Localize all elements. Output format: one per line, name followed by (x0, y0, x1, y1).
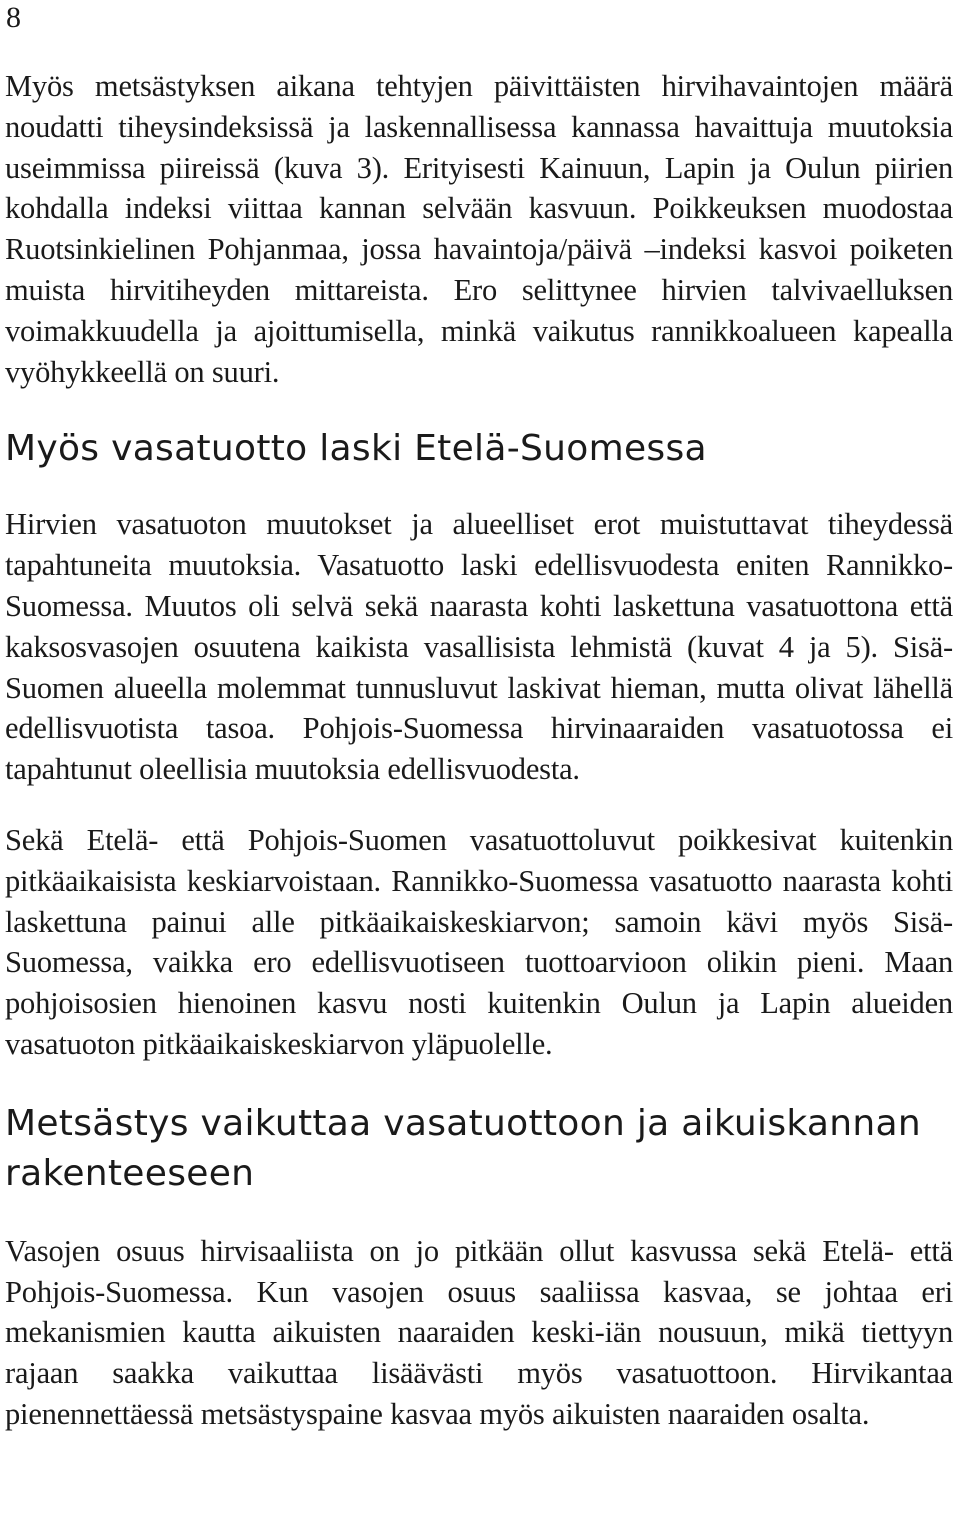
section-heading-hunting-effects: Metsästys vaikuttaa vasatuottoon ja aikuiskannan rakenteeseen (5, 1102, 921, 1194)
page-number: 8 (6, 1, 21, 34)
paragraph-sighting-index: Myös metsästyksen aikana tehtyjen päivittäisten hirvihavaintojen määrä noudatti tiheysindeksissä ja laskennallisessa kannassa havaittuja muutoksia useimmissa piireissä (kuva 3). Erityisesti Kainuun, Lapin ja Oulun piirien kohdalla indeksi viittaa kannan selvään kasvuun. Poikkeuksen muodostaa Ruotsinkielinen Pohjanmaa, jossa havaintoja/päivä –indeksi kasvoi poiketen muista hirvitiheyden mittareista. Ero selittynee hirvien talvivaelluksen voimakkuudella ja ajoittumisella, minkä vaikutus rannikkoalueen kapealla vyöhykkeellä on suuri. (5, 69, 953, 389)
document-body (5, 66, 953, 1435)
paragraph-long-term-averages: Sekä Etelä- että Pohjois-Suomen vasatuottoluvut poikkesivat kuitenkin pitkäaikaisista keskiarvoistaan. Rannikko-Suomessa vasatuotto naarasta kohti laskettuna painui alle pitkäaikaiskeskiarvon; samoin kävi myös Sisä-Suomessa, vaikka ero edellisvuotiseen tuottoarvioon olikin pieni. Maan pohjoisosien hienoinen kasvu nosti kuitenkin Oulun ja Lapin alueiden vasatuoton pitkäaikaiskeskiarvon yläpuolelle. (5, 822, 953, 1061)
paragraph-calf-share: Vasojen osuus hirvisaaliista on jo pitkään ollut kasvussa sekä Etelä- että Pohjois-Suomessa. Kun vasojen osuus saaliissa kasvaa, se johtaa eri mekanismien kautta aikuisten naaraiden keski-iän nousuun, mikä tiettyyn rajaan saakka vaikuttaa lisäävästi myös vasatuottoon. Hirvikantaa pienennettäessä metsästyspaine kasvaa myös aikuisten naaraiden osalta. (5, 1233, 953, 1431)
paragraph-calf-changes: Hirvien vasatuoton muutokset ja alueelliset erot muistuttavat tiheydessä tapahtuneita muutoksia. Vasatuotto laski edellisvuodesta eniten Rannikko-Suomessa. Muutos oli selvä sekä naarasta kohti laskettuna vasatuottona että kaksosvasojen osuutena kaikista vasallisista lehmistä (kuvat 4 ja 5). Sisä-Suomen alueella molemmat tunnusluvut laskivat hieman, mutta olivat lähellä edellisvuotista tasoa. Pohjois-Suomessa hirvinaaraiden vasatuotossa ei tapahtunut oleellisia muutoksia edellisvuodesta. (5, 507, 953, 787)
section-heading-calf-production: Myös vasatuotto laski Etelä-Suomessa (5, 428, 707, 470)
